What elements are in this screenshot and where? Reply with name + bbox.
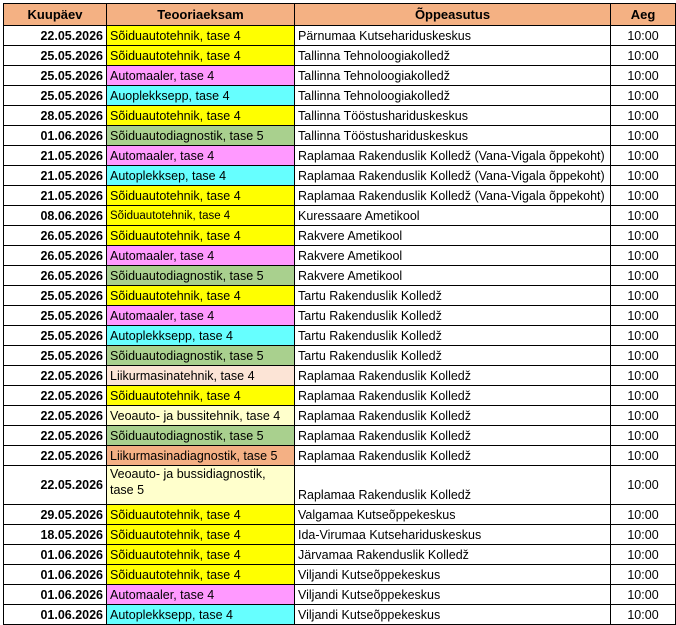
school-cell[interactable]: Raplamaa Rakenduslik Kolledž bbox=[295, 386, 611, 406]
table-row bbox=[4, 446, 676, 466]
table-row bbox=[4, 106, 676, 126]
school-cell[interactable]: Tartu Rakenduslik Kolledž bbox=[295, 306, 611, 326]
header-row bbox=[4, 4, 676, 26]
school-cell[interactable]: Pärnumaa Kutsehariduskeskus bbox=[295, 26, 611, 46]
school-cell[interactable]: Tallinna Tehnoloogiakolledž bbox=[295, 46, 611, 66]
time-cell[interactable]: 10:00 bbox=[611, 585, 676, 605]
time-cell[interactable]: 10:00 bbox=[611, 46, 676, 66]
spreadsheet bbox=[3, 3, 676, 625]
exam-cell[interactable]: Sõiduautodiagnostik, tase 5 bbox=[107, 266, 295, 286]
time-cell[interactable]: 10:00 bbox=[611, 366, 676, 386]
date-cell[interactable]: 01.06.2026 bbox=[4, 565, 107, 585]
table-row bbox=[4, 266, 676, 286]
table-row bbox=[4, 66, 676, 86]
exam-cell[interactable]: Automaaler, tase 4 bbox=[107, 66, 295, 86]
date-cell[interactable]: 18.05.2026 bbox=[4, 525, 107, 545]
header-exam[interactable]: Teooriaeksam bbox=[107, 4, 295, 26]
time-cell[interactable]: 10:00 bbox=[611, 386, 676, 406]
exam-cell[interactable]: Sõiduautotehnik, tase 4 bbox=[107, 226, 295, 246]
exam-cell[interactable]: Autoplekksepp, tase 4 bbox=[107, 605, 295, 625]
exam-cell[interactable]: Automaaler, tase 4 bbox=[107, 246, 295, 266]
time-cell[interactable]: 10:00 bbox=[611, 446, 676, 466]
school-cell[interactable]: Tallinna Tööstushariduskeskus bbox=[295, 126, 611, 146]
date-cell[interactable]: 28.05.2026 bbox=[4, 106, 107, 126]
school-cell[interactable]: Ida-Virumaa Kutsehariduskeskus bbox=[295, 525, 611, 545]
table-row bbox=[4, 146, 676, 166]
exam-cell[interactable]: Liikurmasinadiagnostik, tase 5 bbox=[107, 446, 295, 466]
time-cell[interactable]: 10:00 bbox=[611, 565, 676, 585]
exam-cell[interactable]: Sõiduautotehnik, tase 4 bbox=[107, 565, 295, 585]
time-cell[interactable]: 10:00 bbox=[611, 326, 676, 346]
exam-cell[interactable]: Autoplekksep, tase 4 bbox=[107, 166, 295, 186]
time-cell[interactable]: 10:00 bbox=[611, 605, 676, 625]
date-cell[interactable]: 22.05.2026 bbox=[4, 386, 107, 406]
time-cell[interactable]: 10:00 bbox=[611, 166, 676, 186]
time-cell[interactable]: 10:00 bbox=[611, 466, 676, 505]
date-cell[interactable]: 26.05.2026 bbox=[4, 246, 107, 266]
date-cell[interactable]: 22.05.2026 bbox=[4, 406, 107, 426]
date-cell[interactable]: 25.05.2026 bbox=[4, 326, 107, 346]
table-row bbox=[4, 246, 676, 266]
table-row bbox=[4, 206, 676, 226]
table-row bbox=[4, 286, 676, 306]
table-row bbox=[4, 545, 676, 565]
exam-cell[interactable]: Sõiduautotehnik, tase 4 bbox=[107, 106, 295, 126]
school-cell[interactable]: Tartu Rakenduslik Kolledž bbox=[295, 286, 611, 306]
table-row bbox=[4, 605, 676, 625]
exam-cell[interactable]: Sõiduautodiagnostik, tase 5 bbox=[107, 346, 295, 366]
exam-cell[interactable]: Automaaler, tase 4 bbox=[107, 146, 295, 166]
time-cell[interactable]: 10:00 bbox=[611, 86, 676, 106]
exam-cell[interactable]: Sõiduautodiagnostik, tase 5 bbox=[107, 126, 295, 146]
date-cell[interactable]: 29.05.2026 bbox=[4, 505, 107, 525]
table-row bbox=[4, 346, 676, 366]
date-cell[interactable]: 22.05.2026 bbox=[4, 466, 107, 505]
table-row bbox=[4, 126, 676, 146]
exam-cell[interactable]: Sõiduautotehnik, tase 4 bbox=[107, 206, 295, 226]
school-cell[interactable]: Tartu Rakenduslik Kolledž bbox=[295, 326, 611, 346]
header-school[interactable]: Õppeasutus bbox=[295, 4, 611, 26]
time-cell[interactable]: 10:00 bbox=[611, 426, 676, 446]
school-cell[interactable]: Valgamaa Kutseõppekeskus bbox=[295, 505, 611, 525]
exam-cell[interactable]: Sõiduautotehnik, tase 4 bbox=[107, 545, 295, 565]
school-cell[interactable]: Järvamaa Rakenduslik Kolledž bbox=[295, 545, 611, 565]
date-cell[interactable]: 22.05.2026 bbox=[4, 426, 107, 446]
table-row bbox=[4, 186, 676, 206]
table-row bbox=[4, 525, 676, 545]
exam-cell[interactable]: Autoplekksepp, tase 4 bbox=[107, 326, 295, 346]
date-cell[interactable]: 22.05.2026 bbox=[4, 26, 107, 46]
school-cell[interactable]: Tallinna Tehnoloogiakolledž bbox=[295, 86, 611, 106]
school-cell[interactable]: Rakvere Ametikool bbox=[295, 266, 611, 286]
time-cell[interactable]: 10:00 bbox=[611, 186, 676, 206]
table-row bbox=[4, 466, 676, 505]
time-cell[interactable]: 10:00 bbox=[611, 246, 676, 266]
date-cell[interactable]: 21.05.2026 bbox=[4, 186, 107, 206]
school-cell[interactable]: Raplamaa Rakenduslik Kolledž bbox=[295, 426, 611, 446]
exam-cell[interactable]: Sõiduautotehnik, tase 4 bbox=[107, 46, 295, 66]
date-cell[interactable]: 21.05.2026 bbox=[4, 146, 107, 166]
exam-schedule-table bbox=[3, 3, 676, 625]
date-cell[interactable]: 01.06.2026 bbox=[4, 545, 107, 565]
time-cell[interactable]: 10:00 bbox=[611, 266, 676, 286]
table-row bbox=[4, 386, 676, 406]
table-row bbox=[4, 46, 676, 66]
school-cell[interactable]: Rakvere Ametikool bbox=[295, 246, 611, 266]
exam-cell[interactable]: Sõiduautotehnik, tase 4 bbox=[107, 505, 295, 525]
date-cell[interactable]: 26.05.2026 bbox=[4, 266, 107, 286]
time-cell[interactable]: 10:00 bbox=[611, 206, 676, 226]
date-cell[interactable]: 25.05.2026 bbox=[4, 306, 107, 326]
time-cell[interactable]: 10:00 bbox=[611, 545, 676, 565]
table-row bbox=[4, 406, 676, 426]
school-cell[interactable]: Rakvere Ametikool bbox=[295, 226, 611, 246]
header-time[interactable]: Aeg bbox=[611, 4, 676, 26]
time-cell[interactable]: 10:00 bbox=[611, 525, 676, 545]
school-cell[interactable]: Tartu Rakenduslik Kolledž bbox=[295, 346, 611, 366]
school-cell[interactable]: Raplamaa Rakenduslik Kolledž bbox=[295, 406, 611, 426]
exam-cell[interactable]: Sõiduautotehnik, tase 4 bbox=[107, 525, 295, 545]
time-cell[interactable]: 10:00 bbox=[611, 306, 676, 326]
exam-cell[interactable]: Sõiduautotehnik, tase 4 bbox=[107, 286, 295, 306]
school-cell[interactable]: Viljandi Kutseõppekeskus bbox=[295, 605, 611, 625]
time-cell[interactable]: 10:00 bbox=[611, 106, 676, 126]
date-cell[interactable]: 21.05.2026 bbox=[4, 166, 107, 186]
table-row bbox=[4, 426, 676, 446]
date-cell[interactable]: 25.05.2026 bbox=[4, 86, 107, 106]
school-cell[interactable]: Tallinna Tehnoloogiakolledž bbox=[295, 66, 611, 86]
date-cell[interactable]: 26.05.2026 bbox=[4, 226, 107, 246]
exam-cell[interactable]: Auoplekksepp, tase 4 bbox=[107, 86, 295, 106]
time-cell[interactable]: 10:00 bbox=[611, 505, 676, 525]
date-cell[interactable]: 01.06.2026 bbox=[4, 126, 107, 146]
time-cell[interactable]: 10:00 bbox=[611, 26, 676, 46]
exam-cell[interactable]: Sõiduautodiagnostik, tase 5 bbox=[107, 426, 295, 446]
school-cell[interactable]: Viljandi Kutseõppekeskus bbox=[295, 585, 611, 605]
header-date[interactable]: Kuupäev bbox=[4, 4, 107, 26]
school-cell[interactable]: Raplamaa Rakenduslik Kolledž (Vana-Vigala õppekoht) bbox=[295, 166, 611, 186]
school-cell[interactable]: Raplamaa Rakenduslik Kolledž (Vana-Vigala õppekoht) bbox=[295, 186, 611, 206]
table-row bbox=[4, 326, 676, 346]
school-cell[interactable]: Raplamaa Rakenduslik Kolledž (Vana-Vigala õppekoht) bbox=[295, 146, 611, 166]
date-cell[interactable]: 25.05.2026 bbox=[4, 346, 107, 366]
time-cell[interactable]: 10:00 bbox=[611, 346, 676, 366]
date-cell[interactable]: 01.06.2026 bbox=[4, 605, 107, 625]
exam-cell[interactable]: Sõiduautotehnik, tase 4 bbox=[107, 186, 295, 206]
table-row bbox=[4, 86, 676, 106]
school-cell[interactable]: Kuressaare Ametikool bbox=[295, 206, 611, 226]
school-cell[interactable]: Viljandi Kutseõppekeskus bbox=[295, 565, 611, 585]
exam-cell[interactable]: Automaaler, tase 4 bbox=[107, 585, 295, 605]
time-cell[interactable]: 10:00 bbox=[611, 286, 676, 306]
date-cell[interactable]: 08.06.2026 bbox=[4, 206, 107, 226]
table-row bbox=[4, 226, 676, 246]
date-cell[interactable]: 01.06.2026 bbox=[4, 585, 107, 605]
table-row bbox=[4, 505, 676, 525]
table-row bbox=[4, 565, 676, 585]
date-cell[interactable]: 22.05.2026 bbox=[4, 366, 107, 386]
school-cell[interactable]: Raplamaa Rakenduslik Kolledž bbox=[295, 446, 611, 466]
time-cell[interactable]: 10:00 bbox=[611, 146, 676, 166]
table-row bbox=[4, 366, 676, 386]
table-row bbox=[4, 306, 676, 326]
time-cell[interactable]: 10:00 bbox=[611, 226, 676, 246]
date-cell[interactable]: 22.05.2026 bbox=[4, 446, 107, 466]
exam-cell[interactable]: Veoauto- ja bussidiagnostik, tase 5 bbox=[107, 466, 295, 505]
date-cell[interactable]: 25.05.2026 bbox=[4, 66, 107, 86]
exam-cell[interactable]: Liikurmasinatehnik, tase 4 bbox=[107, 366, 295, 386]
table-row bbox=[4, 26, 676, 46]
exam-cell[interactable]: Veoauto- ja bussitehnik, tase 4 bbox=[107, 406, 295, 426]
table-row bbox=[4, 166, 676, 186]
school-cell[interactable]: Tallinna Tööstushariduskeskus bbox=[295, 106, 611, 126]
time-cell[interactable]: 10:00 bbox=[611, 66, 676, 86]
school-cell[interactable]: Raplamaa Rakenduslik Kolledž bbox=[295, 466, 611, 505]
time-cell[interactable]: 10:00 bbox=[611, 126, 676, 146]
school-cell[interactable]: Raplamaa Rakenduslik Kolledž bbox=[295, 366, 611, 386]
exam-cell[interactable]: Sõiduautotehnik, tase 4 bbox=[107, 386, 295, 406]
date-cell[interactable]: 25.05.2026 bbox=[4, 286, 107, 306]
date-cell[interactable]: 25.05.2026 bbox=[4, 46, 107, 66]
time-cell[interactable]: 10:00 bbox=[611, 406, 676, 426]
exam-cell[interactable]: Sõiduautotehnik, tase 4 bbox=[107, 26, 295, 46]
exam-cell[interactable]: Automaaler, tase 4 bbox=[107, 306, 295, 326]
table-row bbox=[4, 585, 676, 605]
